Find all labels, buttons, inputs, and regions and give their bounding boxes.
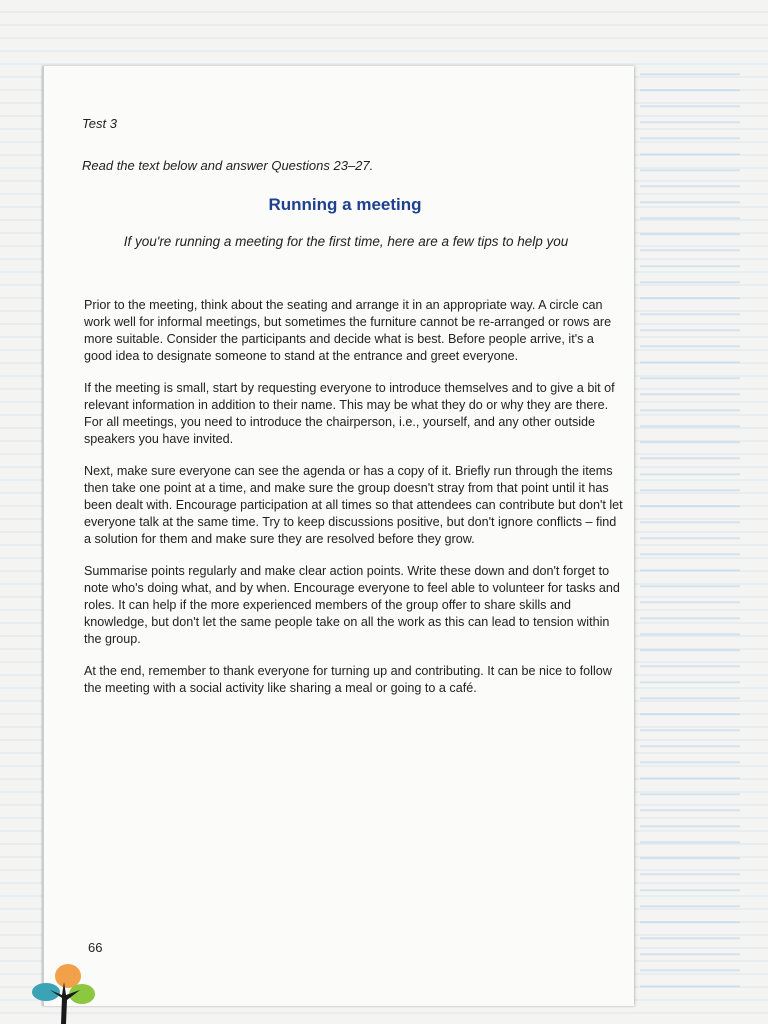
article-body [84,297,624,712]
page-number: 66 [88,940,103,955]
page-spine [42,66,44,1006]
test-label: Test 3 [82,116,117,131]
paragraph-closing: At the end, remember to thank everyone for turning up and contributing. It can be nice to follow the meeting with a social activity like sharing a meal or going to a café. [84,664,612,695]
tree-icon [28,960,98,1024]
paragraph-introductions: If the meeting is small, start by requesting everyone to introduce themselves and to give a bit of relevant information in addition to their name. This may be what they do or why they are there. For all meetings, you need to introduce the chairperson, i.e., yourself, and any other outside speakers you have invited. [84,381,615,446]
article-subtitle: If you're running a meeting for the first time, here are a few tips to help you [123,234,569,249]
paragraph-agenda: Next, make sure everyone can see the agenda or has a copy of it. Briefly run through the items then take one point at a time, and make sure the group doesn't stray from that point until it has been dealt with. Encourage participation at all times so that attendees can contribute but don't let everyone talk at the same time. Try to keep discussions positive, but don't ignore conflicts – find a solution for them and make sure they are resolved before they grow. [84,464,623,546]
instruction-text: Read the text below and answer Questions 23–27. [82,158,374,173]
background-page-edge [640,60,740,1000]
paragraph-action-points: Summarise points regularly and make clear action points. Write these down and don't forget to note who's doing what, and by when. Encourage everyone to feel able to volunteer for tasks and roles. It can help if the more experienced members of the group offer to share skills and knowledge, but don't let the same people take on all the work as this can lead to tension within the group. [84,564,620,646]
article-title: Running a meeting [268,195,422,214]
paragraph-seating: Prior to the meeting, think about the seating and arrange it in an appropriate way. A circle can work well for informal meetings, but sometimes the furniture cannot be re-arranged or rows are more suitable. Consider the participants and decide what is best. Before people arrive, it's a good idea to designate someone to stand at the entrance and greet everyone. [84,298,612,363]
